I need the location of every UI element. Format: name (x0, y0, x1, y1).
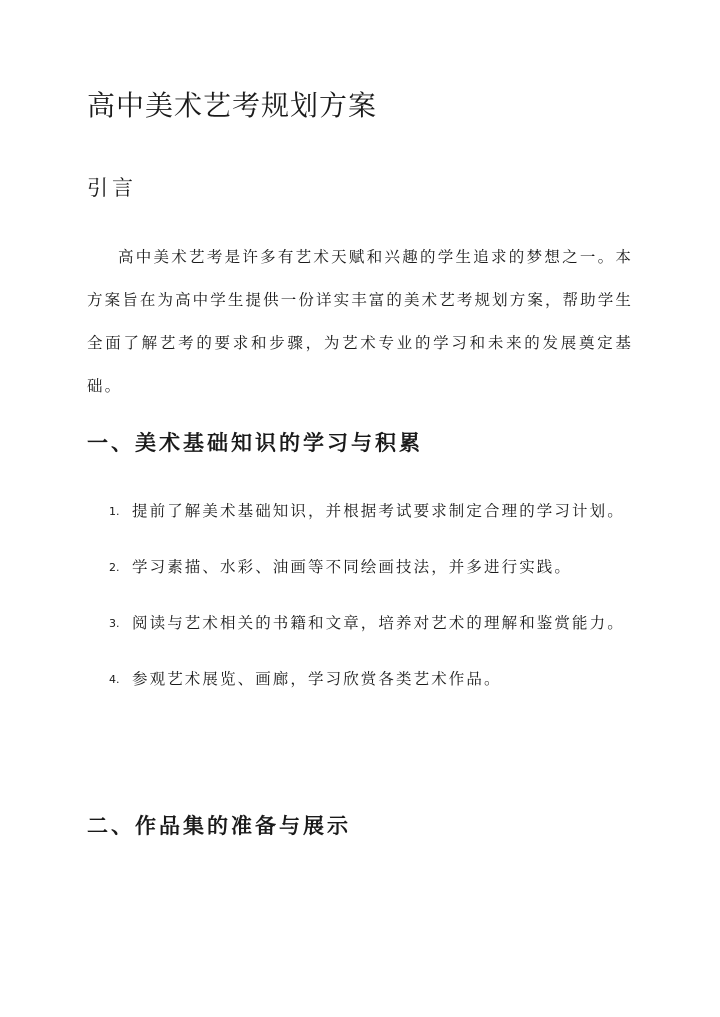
list-item-number: 2. (109, 561, 120, 574)
section1-heading: 一、美术基础知识的学习与积累 (87, 430, 423, 455)
document-title: 高中美术艺考规划方案 (87, 89, 378, 122)
list-item-number: 3. (109, 617, 120, 630)
list-item-number: 1. (109, 505, 120, 518)
list-item (87, 602, 633, 645)
section2-heading: 二、作品集的准备与展示 (87, 813, 351, 838)
section1-list (87, 490, 633, 714)
list-item-text: 阅读与艺术相关的书籍和文章，培养对艺术的理解和鉴赏能力。 (132, 614, 625, 632)
intro-heading: 引言 (87, 176, 137, 200)
list-item-text: 学习素描、水彩、油画等不同绘画技法，并多进行实践。 (132, 558, 573, 576)
list-item (87, 490, 633, 533)
intro-paragraph: 高中美术艺考是许多有艺术天赋和兴趣的学生追求的梦想之一。本方案旨在为高中学生提供一份详实丰富的美术艺考规划方案，帮助学生全面了解艺考的要求和步骤，为艺术专业的学习和未来的发展奠定基础。 (87, 248, 633, 395)
list-item (87, 658, 633, 701)
list-item (87, 546, 633, 589)
list-item-number: 4. (109, 673, 120, 686)
list-item-text: 提前了解美术基础知识，并根据考试要求制定合理的学习计划。 (132, 502, 625, 520)
list-item-text: 参观艺术展览、画廊，学习欣赏各类艺术作品。 (132, 670, 502, 688)
